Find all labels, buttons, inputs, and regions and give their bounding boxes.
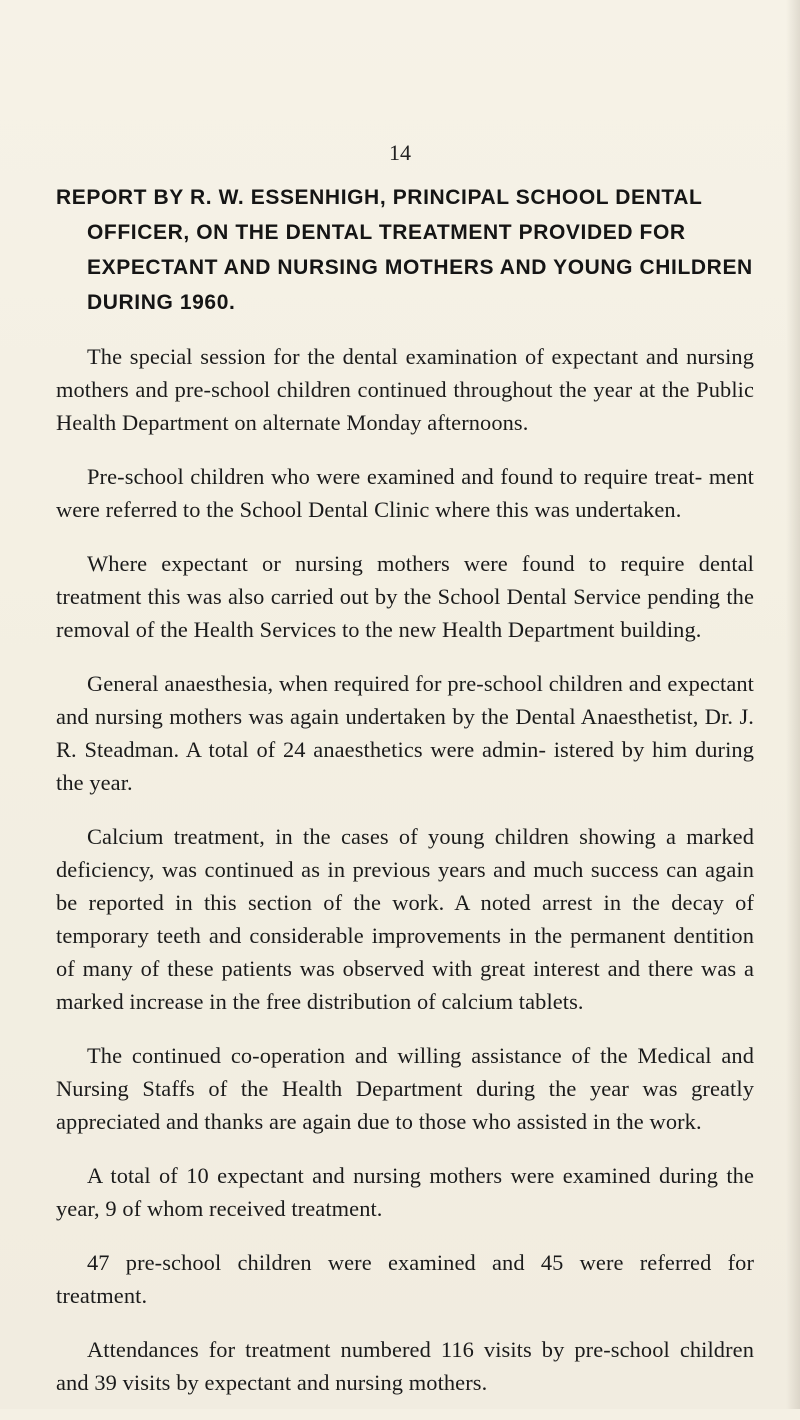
paragraph-mothers-examined: A total of 10 expectant and nursing mothers were examined during the year, 9 of whom received treatment.	[56, 1163, 754, 1221]
paragraph-pre-school-referral: Pre-school children who were examined and found to require treat- ment were referred to the School Dental Clinic where this was undertaken.	[56, 464, 754, 522]
heading-line: DURING 1960.	[87, 291, 236, 314]
report-heading	[56, 180, 756, 320]
heading-line: OFFICER, ON THE DENTAL TREATMENT PROVIDED FOR	[87, 221, 686, 244]
paragraph-co-operation: The continued co-operation and willing assistance of the Medical and Nursing Staffs of the Health Department during the year was greatly appreciated and thanks are again due to those who assisted in the work.	[56, 1043, 754, 1134]
paragraph-children-examined: 47 pre-school children were examined and 45 were referred for treatment.	[56, 1250, 754, 1308]
page-number: 14	[389, 140, 411, 165]
heading-line: REPORT BY R. W. ESSENHIGH, PRINCIPAL SCHOOL DENTAL	[56, 186, 703, 209]
heading-line: EXPECTANT AND NURSING MOTHERS AND YOUNG CHILDREN	[87, 256, 753, 279]
paragraph-calcium-treatment: Calcium treatment, in the cases of young children showing a marked deficiency, was continued as in previous years and much success can again be reported in this section of the work. A noted arrest in the decay of temporary teeth and considerable improvements in the permanent dentition of many of these patients was observed with great interest and there was a marked increase in the free distribution of calcium tablets.	[56, 824, 754, 1014]
paragraph-attendances: Attendances for treatment numbered 116 visits by pre-school children and 39 visits by expectant and nursing mothers.	[56, 1337, 754, 1395]
page-edge-shadow	[786, 0, 800, 1409]
paragraph-mothers-treatment: Where expectant or nursing mothers were found to require dental treatment this was also carried out by the School Dental Service pending the removal of the Health Services to the new Health Department building.	[56, 551, 754, 642]
paragraph-special-session: The special session for the dental examination of expectant and nursing mothers and pre-school children continued throughout the year at the Public Health Department on alternate Monday afternoons.	[56, 344, 754, 435]
paragraph-general-anaesthesia: General anaesthesia, when required for pre-school children and expectant and nursing mothers was again undertaken by the Dental Anaesthetist, Dr. J. R. Steadman. A total of 24 anaesthetics were admin- istered by him during the year.	[56, 671, 754, 795]
report-body	[56, 340, 754, 1420]
